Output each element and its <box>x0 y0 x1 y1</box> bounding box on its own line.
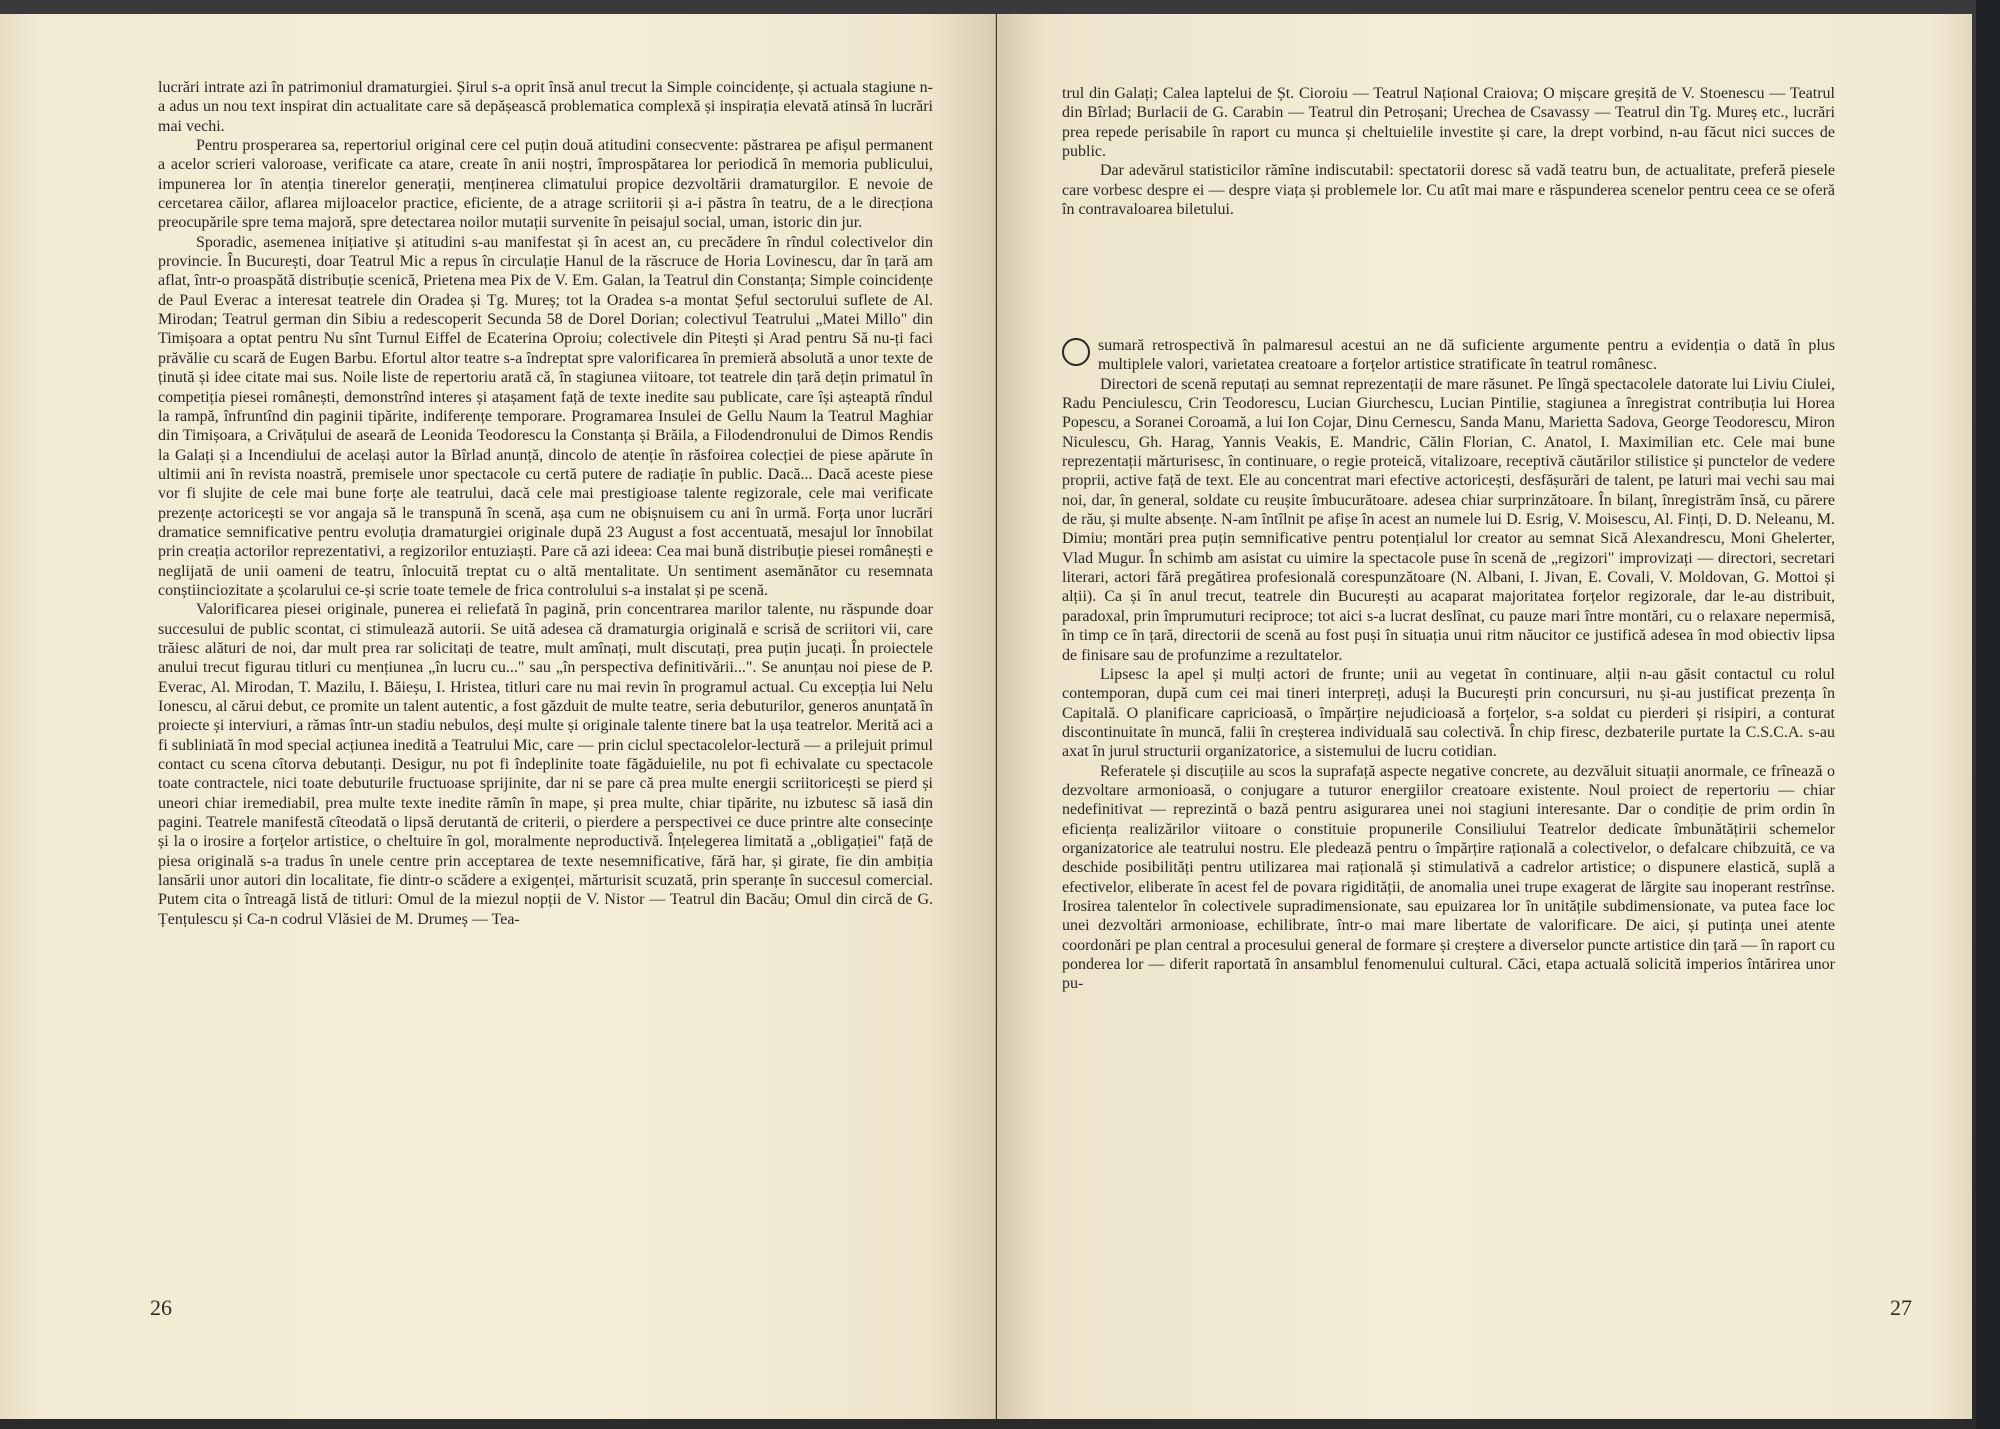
left-page-text-column <box>158 78 933 1278</box>
right-paragraph-bottom-2: Directori de scenă reputați au semnat reprezentații de mare răsunet. Pe lîngă spectacolele datorate lui Liviu Ciulei, Radu Penciulescu, Crin Teodorescu, Lucian Giurchescu, Lucian Pintilie, stagiunea a înregistrat contribuția lui Horea Popescu, a Soranei Coroamă, a lui Ion Cojar, Dinu Cernescu, Sanda Manu, Marietta Sadova, George Teodorescu, Miron Niculescu, Gh. Harag, Yannis Veakis, E. Mandric, Călin Florian, C. Anatol, I. Maximilian etc. Cele mai bune reprezentații mărturisesc, în continuare, o regie proteică, vitalizoare, receptivă căutărilor stilistice și punctelor de vedere proprii, activе față de text. Ele au concentrat mari efective actoricești, desfășurări de talent, pe laturi mai vechi sau mai noi, dar, în general, soldate cu reușite îmbucurătoare. adesea chiar surprinzătoare. În bilanț, înregistrăm însă, cu părere de rău, și multe absențe. N-am întîlnit pe afișe în acest an numele lui D. Esrig, V. Moisescu, Al. Finți, D. D. Neleanu, M. Dimiu; montări prea puțin semnificative pentru potențialul lor creator au semnat Sică Alexandrescu, Moni Ghelerter, Vlad Mugur. În schimb am asistat cu uimire la spectacole puse în scenă de „regizori" improvizați — directori, secretari literari, actori fără pregătirea profesională corespunzătoare (N. Albani, I. Jivan, E. Covali, V. Moldovan, G. Mottoi și alții). Ca și în anul trecut, teatrele din București au acaparat majoritatea forțelor regizorale, dar le-au distribuit, paradoxal, prin împrumuturi reciproce; tot aici s-a lucrat deslînat, cu pauze mari între montări, cu o relaxare nepermisă, în timp ce în țară, directorii de scenă au fost puși în situația unui ritm năucitor ce justifică adesea în mod obiectiv lipsa de finisare sau de profunzime a rezultatelor. <box>1062 375 1835 664</box>
right-paragraph-top-2: Dar adevărul statisticilor rămîne indiscutabil: spectatorii doresc să vadă teatru bun, de actualitate, preferă piesele care vorbesc despre ei — despre viața și problemele lor. Cu atît mai mare e răspunderea scenelor pentru ceea ce se oferă în contravaloarea biletului. <box>1062 162 1835 219</box>
left-paragraph-4: Valorificarea piesei originale, punerea ei reliefată în pagină, prin concentrarea marilor talente, nu răspunde doar succesului de public scontat, ci stimulează autorii. Se uită adesea că dramaturgia originală e scrisă de scriitori vii, care trăiesc alături de noi, dar mult prea rar solicitați de teatre, mult amînați, mult discutați, prea puțin jucați. În proiectele anului trecut figurau titluri cu mențiunea „în lucru cu..." sau „în perspectiva definitivării...". Se anunțau noi piese de P. Everac, Al. Mirodan, T. Mazilu, I. Băieșu, I. Hristea, titluri care nu mai revin în programul actual. Cu excepția lui Nelu Ionescu, al cărui debut, ce promite un talent autentic, a fost găzduit de multe teatre, seria debuturilor, generos anunțată în proiecte și interviuri, a rămas într-un stadiu nebulos, deși multe și originale talente tinere bat la ușa teatrelor. Merită aci a fi subliniată în mod special acțiunea inedită a Teatrului Mic, care — prin ciclul spectacolelor-lectură — a prilejuit primul contact cu scena cîtorva debutanți. Desigur, nu pot fi îndeplinite toate făgăduielile, nu pot fi echivalate cu spectacole toate contractele, nici toate debuturile fructuoase sprijinite, dar ni se pare că prea multe energii scriitoricești se pierd și uneori chiar iremediabil, prea multe texte inedite rămîn în mape, și prea multe, chiar tipărite, nu izbutesc să iasă din pagini. Teatrele manifestă cîteodată o lipsă derutantă de criterii, o pierdere a perspectivei ce duce printre alte consecințe și la o irosire a forțelor artistice, o cheltuire în gol, moralmente neproductivă. Înțelegerea limitată a „obligației" față de piesa originală s-a tradus în unele centre prin acceptarea de texte nesemnificative, fără har, și girate, fie din ambiția lansării unor autori din localitate, fie dintr-o scădere a exigenței, mărturisit scuzată, prin speranțe în succesul comercial. Putem cita o întreagă listă de titluri: Omul de la miezul nopții de V. Nistor — Teatrul din Bacău; Omul din circă de G. Țențulescu și Ca-n codrul Vlăsiei de M. Drumeș — Tea- <box>158 601 933 928</box>
right-page-text-bottom <box>1062 336 1835 1286</box>
left-paragraph-1: lucrări intrate azi în patrimoniul dramaturgiei. Șirul s-a oprit însă anul trecut la Simple coincidențe, și actuala stagiune n-a adus un nou text inspirat din actualitate care să depășească problematica complexă și inspirația elevată atinsă în lucrări mai vechi. <box>158 79 933 135</box>
book-cover-edge <box>1976 0 2000 1429</box>
left-page-number: 26 <box>150 1295 172 1320</box>
left-page <box>0 14 996 1419</box>
right-page-number: 27 <box>1890 1295 1912 1320</box>
dropcap-paragraph <box>1062 336 1835 375</box>
right-paragraph-bottom-3: Lipsesc la apel și mulți actori de frunte; unii au vegetat în continuare, alții n-au găsit contactul cu rolul contemporan, după cum cei mai tineri interpreți, aduși la București prin concursuri, nu și-au justificat prezența în Capitală. O planificare capricioasă, o împărțire nejudicioasă a forțelor, s-a soldat cu pierderi și risipiri, a conturat discontinuitate în muncă, falii în creșterea individuală sau colectivă. În chip firesc, dezbaterile purtate la C.S.C.A. s-au axat în jurul structurii organizatorice, a sistemului de lucru cotidian. <box>1062 665 1835 761</box>
right-page <box>997 14 1972 1419</box>
dropcap-initial <box>1062 338 1090 366</box>
left-paragraph-2: Pentru prosperarea sa, repertoriul original cere cel puțin două atitudini consecvente: păstrarea pe afișul permanent a acelor scrieri valoroase, verificate ca atare, create în anii noștri, împrospătarea lor periodică în memoria publicului, impunerea lor în atenția tinerelor generații, menținerea climatului propice dezvoltării dramaturgilor. E nevoie de cercetarea căilor, aflarea mijloacelor practice, eficiente, de a atrage scriitorii și a-i păstra în teatru, de a le direcționa preocupările spre tema majoră, spre detectarea noilor mutații survenite în peisajul social, uman, istoric din jur. <box>158 137 933 232</box>
right-paragraph-top-1: trul din Galați; Calea laptelui de Șt. Cioroiu — Teatrul Național Craiova; O mișcare greșită de V. Stoenescu — Teatrul din Bîrlad; Burlacii de G. Carabin — Teatrul din Petroșani; Urechea de Csavassy — Teatrul din Tg. Mureș etc., lucrări prea repede perisabile în raport cu munca și cheltuielile investite și care, la drept vorbind, n-au făcut nici succes de public. <box>1062 85 1835 161</box>
left-paragraph-3: Sporadic, asemenea inițiative și atitudini s-au manifestat și în acest an, cu precădere în rîndul colectivelor din provincie. În București, doar Teatrul Mic a repus în circulație Hanul de la răscruce de Horia Lovinescu, dar în țară am aflat, într-o proaspătă distribuție scenică, Prietena mea Pix de V. Em. Galan, la Teatrul din Constanța; Simple coincidențe de Paul Everac a interesat teatrele din Oradea și Tg. Mureș; tot la Oradea s-a montat Șeful sectorului suflete de Al. Mirodan; Teatrul german din Sibiu a redescoperit Secunda 58 de Dorel Dorian; colectivul Teatrului „Matei Millo" din Timișoara a optat pentru Nu sînt Turnul Eiffel de Ecaterina Oproiu; colectivele din Pitești și Arad pentru Să nu-ți faci prăvălie cu scară de Eugen Barbu. Efortul altor teatre s-a îndreptat spre valorificarea în premieră absolută a unor texte de ținută și idee citate mai sus. Noile liste de repertoriu arată că, în stagiunea viitoare, tot teatrele din țară dețin primatul în competiția piesei românești, demonstrînd interes și atașament față de texte inedite sau publicate, care își așteaptă rîndul la rampă, înfruntînd din paginii tipărite, indiferențe temporare. Programarea Insulei de Gellu Naum la Teatrul Maghiar din Timișoara, a Crivățului de aseară de Leonida Teodorescu la Constanța și Brăila, a Filodendronului de Dimos Rendis la Galați și a Incendiului de același autor la Bîrlad anunță, dincolo de atenție în răsfoirea colecției de piese apărute în ultimii ani în revista noastră, premisele unor spectacole cu certă putere de radiație în public. Dacă... Dacă aceste piese vor fi slujite de cele mai bune forțe ale teatrului, dacă cele mai prestigioase talente regizorale, cele mai verificate prezențe actoricești se vor angaja să le transpună în scenă, așa cum ne obișnuisem cu ani în urmă. Forța unor lucrări dramatice semnificative pentru evoluția dramaturgiei originale după 23 August a fost accentuată, mesajul lor înnobilat prin creația actorilor reprezentativi, a regizorilor entuziaști. Pare că azi ideea: Cea mai bună distribuție piesei românești e neglijată de unii oameni de teatru, înlocuită treptat cu o altă mentalitate. Un sentiment asemănător cu resemnata conștiinciozitate a școlarului ce-și scrie toate temele de frica controlului s-a instalat și pe scenă. <box>158 233 933 599</box>
right-paragraph-bottom-1: sumară retrospectivă în palmaresul acestui an ne dă suficiente argumente pentru a evidenția o dată în plus multiplele valori, varietatea creatoare a forțelor artistice stratificate în teatrul românesc. <box>1098 337 1835 374</box>
right-paragraph-bottom-4: Referatele și discuțiile au scos la suprafață aspecte negative concrete, au dezvăluit situații anormale, ce frînează o dezvoltare armonioasă, o conjugare a tuturor energiilor creatoare existente. Noul proiect de repertoriu — chiar nedefinitivat — reprezintă o bază pentru asigurarea unei noi stagiuni interesante. Dar o condiție de prim ordin în eficiența realizărilor viitoare o constituie propunerile Consiliului Teatrelor dedicate îmbunătățirii schemelor organizatorice ale teatrului nostru. Ele pledează pentru o împărțire rațională a colectivelor, o defalcare chibzuită, ce va deschide posibilități pentru utilizarea mai rațională și stimulativă a cadrelor artistice; o dispunere elastică, suplă a efectivelor, eliberate în acest fel de povara rigidității, de anomalia unei trupe exagerat de lărgite sau inoperant restrînse. Irosirea talentelor în colectivele supradimensionate, sau epuizarea lor în unitățile subdimensionate, va putea face loc unei dezvoltări armonioase, echilibrate, într-o mai mare libertate de valorificare. De aici, și putința unei atente coordonări pe plan central a procesului general de formare și creștere a diverselor puncte artistice din țară — în raport cu ponderea lor — diferit raportată în ansamblul fenomenului cultural. Căci, etapa actuală solicită imperios întărirea unor pu- <box>1062 762 1835 993</box>
right-page-text-top <box>1062 84 1835 284</box>
